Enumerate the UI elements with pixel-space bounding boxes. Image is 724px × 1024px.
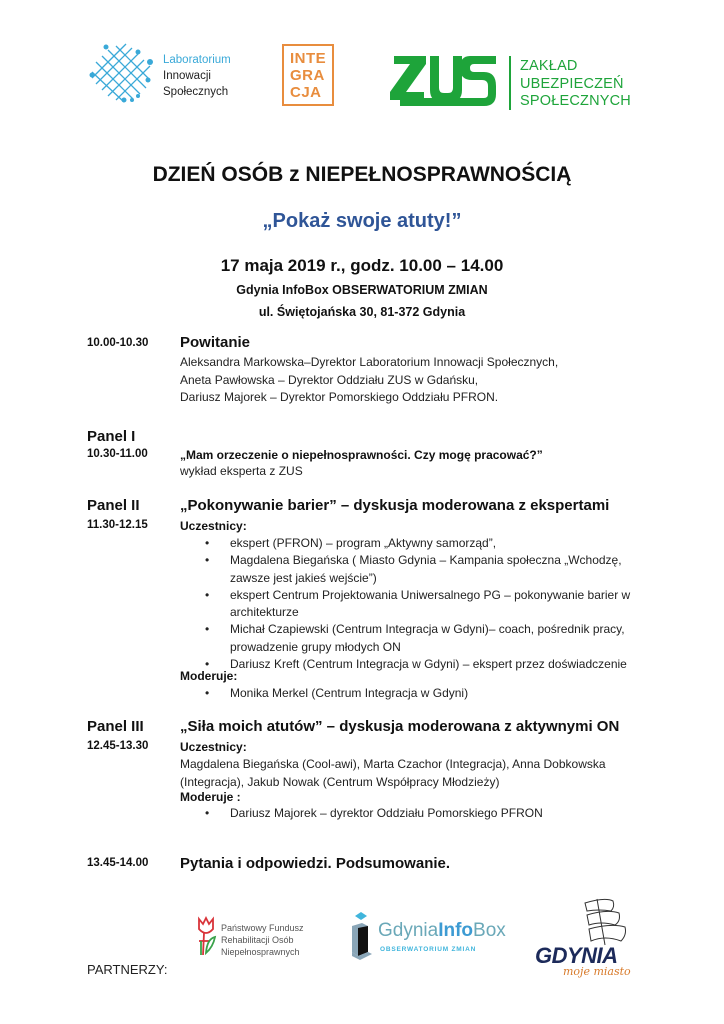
pfron-logo-text: Państwowy Fundusz Rehabilitacji Osób Niepełnosprawnych xyxy=(221,923,304,957)
event-date: 17 maja 2019 r., godz. 10.00 – 14.00 xyxy=(220,256,504,275)
panel-label: Panel II xyxy=(87,497,140,514)
panel-label: Panel III xyxy=(87,718,144,735)
agenda-heading: Powitanie xyxy=(180,334,251,351)
laboratorium-innowacji-logo xyxy=(88,42,248,102)
gdynia-infobox-logo xyxy=(348,910,518,960)
agenda-heading: „Siła moich atutów” – dyskusja moderowana z aktywnymi ON xyxy=(180,718,620,735)
pfron-logo xyxy=(195,915,315,960)
gdynia-wordmark: GDYNIA xyxy=(535,943,618,968)
welcome-speakers: Aleksandra Markowska–Dyrektor Laboratorium Innowacji Społecznych, Aneta Pawłowska – Dyrektor Oddziału ZUS w Gdańsku, Dariusz Majorek – Dyrektor Pomorskiego Oddziału PFRON. xyxy=(180,355,559,404)
network-grid-icon xyxy=(88,42,158,104)
tulip-icon xyxy=(195,915,217,957)
moderators-list xyxy=(205,685,645,702)
zus-logo-divider xyxy=(509,56,511,110)
infobox-wordmark: GdyniaInfoBox xyxy=(378,920,506,941)
agenda-time: 12.45-13.30 xyxy=(87,740,149,752)
event-address: ul. Świętojańska 30, 81-372 Gdynia xyxy=(258,305,466,319)
list-item: • Michał Czapiewski (Centrum Integracja w Gdyni)– coach, pośrednik pracy, prowadzenie grupy młodych ON xyxy=(205,621,645,656)
agenda-heading: Pytania i odpowiedzi. Podsumowanie. xyxy=(180,855,451,872)
panel-note: wykład eksperta z ZUS xyxy=(180,464,303,478)
gdynia-city-logo xyxy=(535,895,645,985)
list-item: • Dariusz Kreft (Centrum Integracja w Gdyni) – ekspert przez doświadczenie xyxy=(205,656,645,673)
agenda-heading: „Pokonywanie barier” – dyskusja moderowana z ekspertami xyxy=(180,497,610,514)
page-title: DZIEŃ OSÓB z NIEPEŁNOSPRAWNOŚCIĄ xyxy=(152,163,572,186)
zus-logo-mark xyxy=(390,54,502,114)
sailing-ship-icon xyxy=(575,895,635,947)
agenda-time: 11.30-12.15 xyxy=(87,519,148,531)
agenda-time: 10.00-10.30 xyxy=(87,337,149,349)
info-i-icon xyxy=(348,912,374,960)
event-venue: Gdynia InfoBox OBSERWATORIUM ZMIAN xyxy=(236,283,488,297)
integracja-logo: INTE GRA CJA xyxy=(282,44,334,106)
participants-text: Magdalena Biegańska (Cool-awi), Marta Czachor (Integracja), Anna Dobkowska (Integracja), Jakub Nowak (Centrum Współpracy Młodzieży) xyxy=(180,757,606,789)
list-item: • Monika Merkel (Centrum Integracja w Gdyni) xyxy=(205,685,645,702)
participants-label: Uczestnicy: xyxy=(180,519,247,533)
agenda-heading: „Mam orzeczenie o niepełnosprawności. Czy mogę pracować?” xyxy=(180,448,543,462)
panel-label: Panel I xyxy=(87,428,136,445)
list-item: • ekspert Centrum Projektowania Uniwersalnego PG – pokonywanie barier w architekturze xyxy=(205,587,645,622)
agenda-time: 13.45-14.00 xyxy=(87,857,149,869)
participants-label: Uczestnicy: xyxy=(180,740,247,754)
event-subtitle: „Pokaż swoje atuty!” xyxy=(262,210,462,232)
partners-label: PARTNERZY: xyxy=(87,962,168,977)
gdynia-tagline: moje miasto xyxy=(563,965,631,978)
moderator-label: Moderuje: xyxy=(180,669,238,683)
zus-logo-text: ZAKŁAD UBEZPIECZEŃ SPOŁECZNYCH xyxy=(520,58,631,109)
lab-logo-text: Laboratorium Innowacji Społecznych xyxy=(163,54,231,98)
moderators-list xyxy=(205,805,645,822)
infobox-subtitle: OBSERWATORIUM ZMIAN xyxy=(380,946,477,953)
list-item: • ekspert (PFRON) – program „Aktywny samorząd”, xyxy=(205,535,645,552)
moderator-label: Moderuje : xyxy=(180,790,241,804)
zus-mark-icon xyxy=(390,54,502,114)
participants-list xyxy=(205,535,645,673)
agenda-time: 10.30-11.00 xyxy=(87,448,148,460)
list-item: • Magdalena Biegańska ( Miasto Gdynia – Kampania społeczna „Wchodzę, zawsze jest jakieś wejście”) xyxy=(205,552,645,587)
list-item: • Dariusz Majorek – dyrektor Oddziału Pomorskiego PFRON xyxy=(205,805,645,822)
